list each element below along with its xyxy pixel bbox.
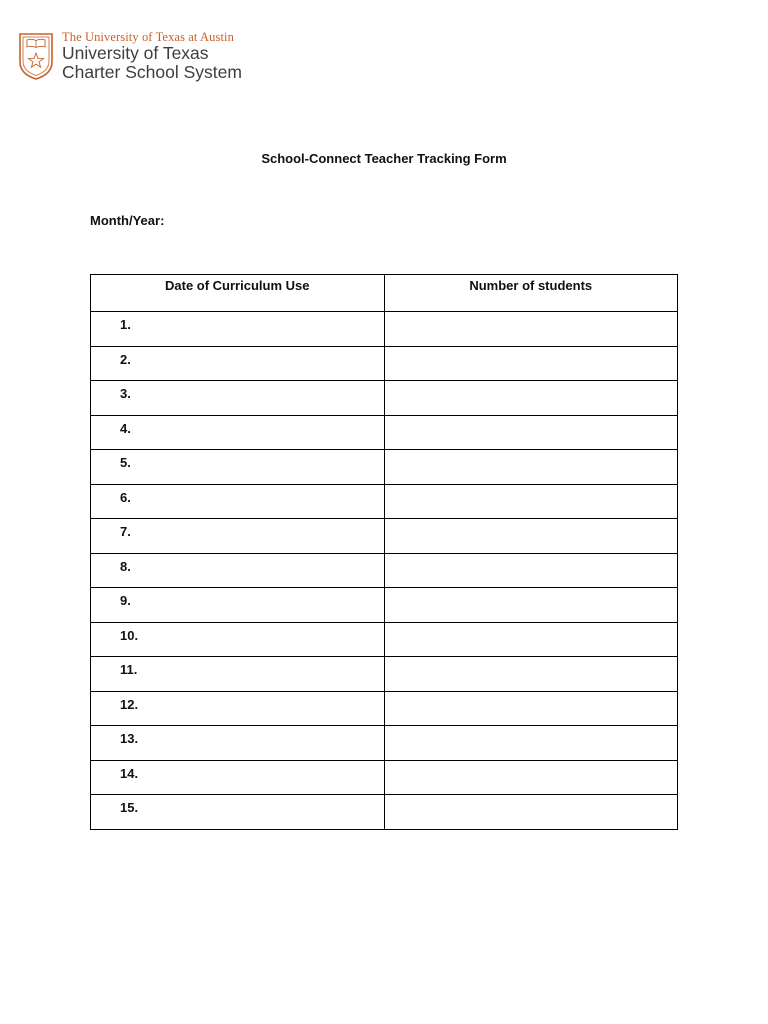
- students-cell: [384, 726, 678, 761]
- students-cell: [384, 346, 678, 381]
- table-row: [91, 622, 678, 657]
- students-cell: [384, 795, 678, 830]
- students-cell: [384, 484, 678, 519]
- row-number: 7.: [91, 519, 385, 554]
- table-row: [91, 450, 678, 485]
- table-row: [91, 795, 678, 830]
- table-header-row: [91, 275, 678, 312]
- header-date-of-curriculum-use: Date of Curriculum Use: [91, 275, 385, 312]
- row-number: 15.: [91, 795, 385, 830]
- table-row: [91, 484, 678, 519]
- students-cell: [384, 381, 678, 416]
- row-number: 1.: [91, 312, 385, 347]
- row-number: 13.: [91, 726, 385, 761]
- row-number: 4.: [91, 415, 385, 450]
- row-number: 12.: [91, 691, 385, 726]
- row-number: 6.: [91, 484, 385, 519]
- row-number: 8.: [91, 553, 385, 588]
- ut-seal-icon: [18, 32, 54, 80]
- table-row: [91, 726, 678, 761]
- table-row: [91, 346, 678, 381]
- tracking-table: [90, 274, 678, 830]
- students-cell: [384, 553, 678, 588]
- row-number: 5.: [91, 450, 385, 485]
- row-number: 9.: [91, 588, 385, 623]
- students-cell: [384, 450, 678, 485]
- table-row: [91, 312, 678, 347]
- table-row: [91, 553, 678, 588]
- row-number: 14.: [91, 760, 385, 795]
- students-cell: [384, 415, 678, 450]
- system-name-line-1: University of Texas: [62, 43, 209, 63]
- table-row: [91, 760, 678, 795]
- students-cell: [384, 657, 678, 692]
- form-title: School-Connect Teacher Tracking Form: [261, 151, 507, 166]
- table-row: [91, 519, 678, 554]
- letterhead: [18, 30, 258, 85]
- table-row: [91, 657, 678, 692]
- row-number: 2.: [91, 346, 385, 381]
- table-row: [91, 588, 678, 623]
- system-name-line-2: Charter School System: [62, 62, 242, 82]
- students-cell: [384, 691, 678, 726]
- students-cell: [384, 519, 678, 554]
- table-row: [91, 415, 678, 450]
- header-number-of-students: Number of students: [384, 275, 678, 312]
- students-cell: [384, 760, 678, 795]
- row-number: 10.: [91, 622, 385, 657]
- students-cell: [384, 622, 678, 657]
- table-row: [91, 691, 678, 726]
- row-number: 11.: [91, 657, 385, 692]
- row-number: 3.: [91, 381, 385, 416]
- university-line: The University of Texas at Austin: [62, 30, 234, 44]
- month-year-label: Month/Year:: [90, 213, 165, 228]
- students-cell: [384, 312, 678, 347]
- table-row: [91, 381, 678, 416]
- students-cell: [384, 588, 678, 623]
